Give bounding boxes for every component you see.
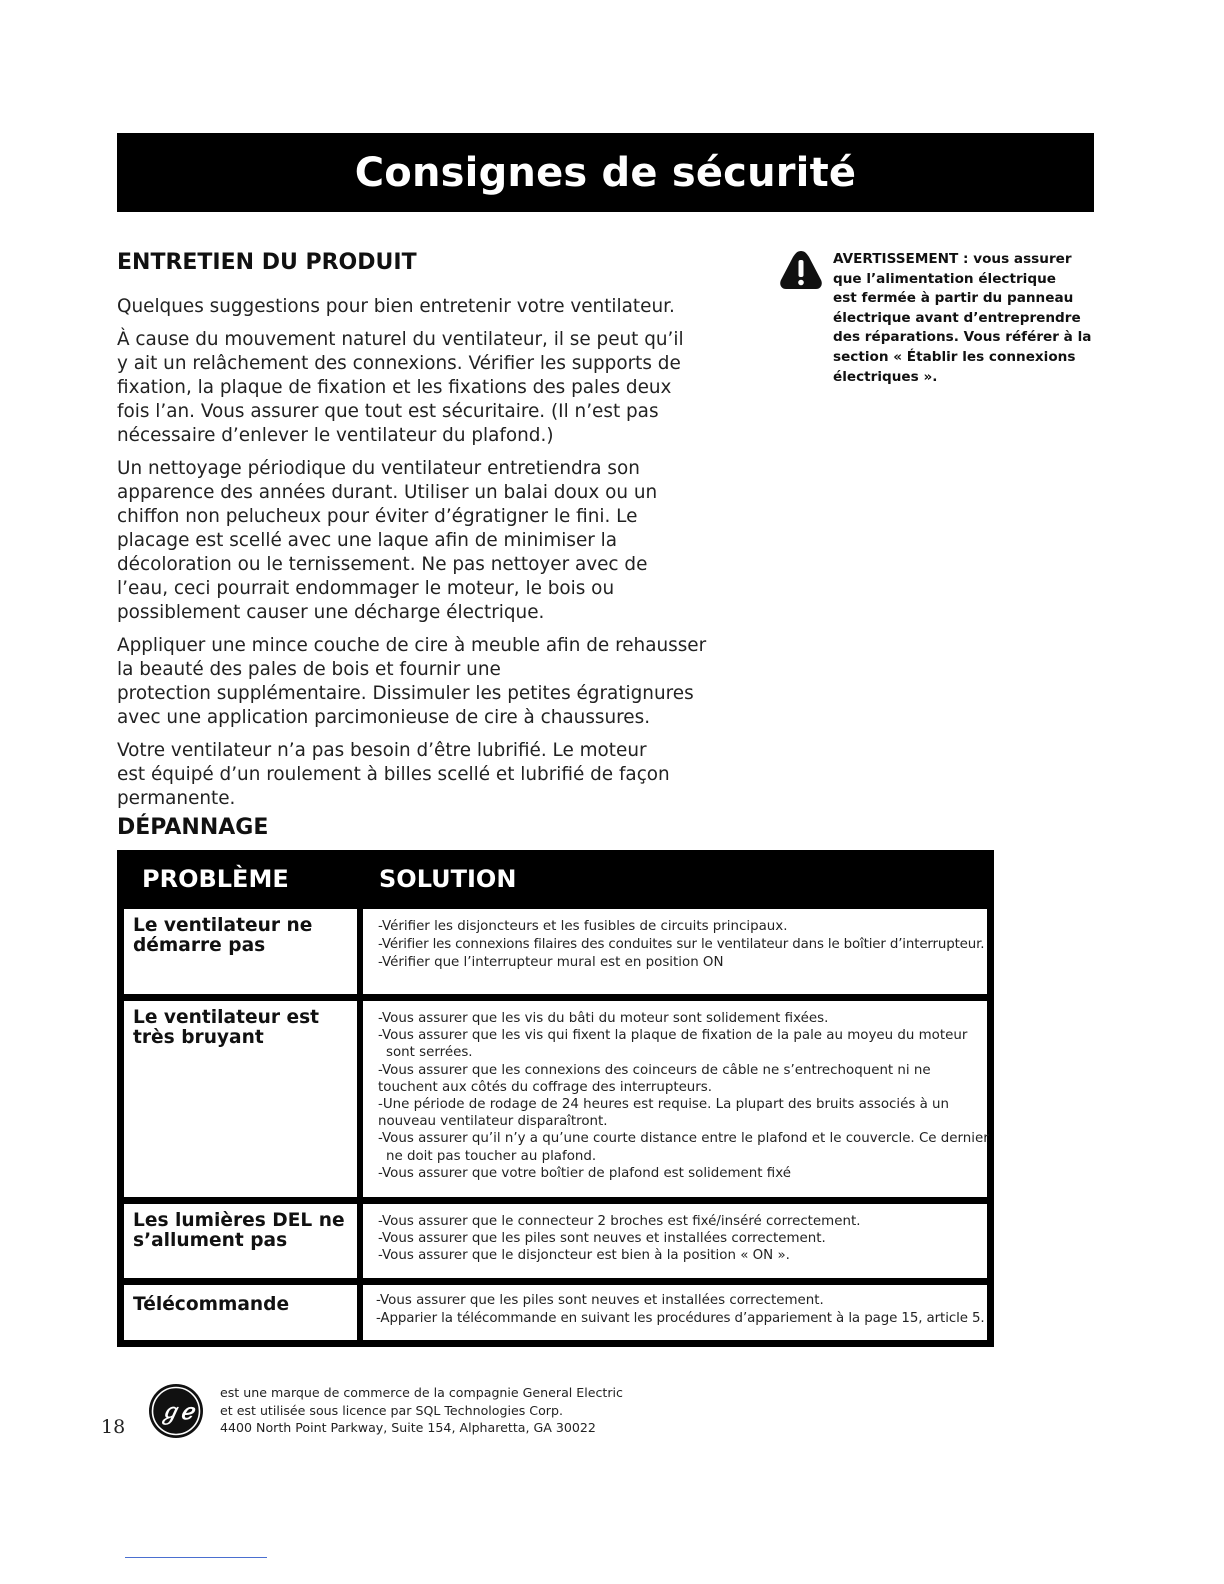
solution-text: -Vérifier les disjoncteurs et les fusibles de circuits principaux. bbox=[378, 919, 788, 934]
solution-text: -Vous assurer qu’il n’y a qu’une courte distance entre le plafond et le couvercle. Ce dernier bbox=[378, 1131, 989, 1147]
solution-text: -Vous assurer que votre boîtier de plafond est solidement fixé bbox=[378, 1165, 791, 1181]
text-line: des réparations. Vous référer à la bbox=[833, 329, 1092, 346]
solution-text: -Vous assurer que le disjoncteur est bien à la position « ON ». bbox=[378, 1248, 790, 1264]
ge-logo bbox=[148, 1383, 204, 1439]
section-heading-entretien: ENTRETIEN DU PRODUIT bbox=[117, 250, 417, 275]
section-heading-depannage: DÉPANNAGE bbox=[117, 815, 269, 840]
solution-text: ne doit pas toucher au plafond. bbox=[386, 1148, 597, 1164]
paragraph bbox=[117, 457, 717, 625]
divider bbox=[125, 1557, 267, 1558]
solution-text: -Vous assurer que les vis qui fixent la plaque de fixation de la pale au moyeu du moteur bbox=[378, 1028, 968, 1044]
entretien-body bbox=[117, 295, 717, 820]
footer-trademark bbox=[220, 1384, 623, 1437]
page-title: Consignes de sécurité bbox=[354, 149, 857, 196]
text-line: 4400 North Point Parkway, Suite 154, Alpharetta, GA 30022 bbox=[220, 1420, 596, 1435]
text-line: permanente. bbox=[117, 788, 236, 809]
problem-cell bbox=[124, 1204, 357, 1278]
svg-text:ℊℯ: ℊℯ bbox=[158, 1399, 194, 1425]
text-line: que l’alimentation électrique bbox=[833, 270, 1056, 287]
column-header-problem: PROBLÈME bbox=[142, 865, 289, 893]
problem-text: Les lumières DEL ne bbox=[133, 1210, 345, 1231]
title-banner bbox=[117, 133, 1094, 212]
problem-text: s’allument pas bbox=[133, 1230, 288, 1251]
text-line: avec une application parcimonieuse de cire à chaussures. bbox=[117, 707, 651, 728]
solution-cell bbox=[363, 1204, 987, 1278]
solution-text: sont serrées. bbox=[386, 1045, 473, 1061]
solution-text: -Vous assurer que les connexions des coinceurs de câble ne s’entrechoquent ni ne bbox=[378, 1062, 931, 1078]
solution-text: -Vous assurer que les piles sont neuves et installées correctement. bbox=[376, 1293, 824, 1308]
paragraph bbox=[117, 328, 717, 448]
paragraph bbox=[117, 634, 717, 730]
solution-text: -Vous assurer que les piles sont neuves et installées correctement. bbox=[378, 1231, 826, 1247]
solution-text: -Vérifier les connexions filaires des conduites sur le ventilateur dans le boîtier d’interrupteur. bbox=[378, 937, 985, 952]
text-line: placage est scellé avec une laque afin de minimiser la bbox=[117, 530, 618, 551]
text-line: chiffon non pelucheux pour éviter d’égratigner le fini. Le bbox=[117, 506, 638, 527]
page-number: 18 bbox=[101, 1416, 126, 1438]
text-line: la beauté des pales de bois et fournir une bbox=[117, 659, 501, 680]
solution-text: -Vous assurer que les vis du bâti du moteur sont solidement fixées. bbox=[378, 1011, 829, 1026]
solution-text: -Vous assurer que le connecteur 2 broches est fixé/inséré correctement. bbox=[378, 1214, 861, 1229]
problem-text: Le ventilateur est bbox=[133, 1007, 320, 1028]
text-line: y ait un relâchement des connexions. Vérifier les supports de bbox=[117, 353, 681, 374]
text-line: décoloration ou le ternissement. Ne pas nettoyer avec de bbox=[117, 554, 648, 575]
text-line: Quelques suggestions pour bien entretenir votre ventilateur. bbox=[117, 296, 675, 317]
problem-text: très bruyant bbox=[133, 1027, 264, 1048]
text-line: Un nettoyage périodique du ventilateur entretiendra son bbox=[117, 458, 640, 479]
solution-cell bbox=[363, 1001, 987, 1197]
solution-text: -Vérifier que l’interrupteur mural est en position ON bbox=[378, 955, 724, 970]
solution-text: touchent aux côtés du coffrage des interrupteurs. bbox=[378, 1079, 713, 1095]
text-line: et est utilisée sous licence par SQL Technologies Corp. bbox=[220, 1402, 563, 1418]
column-header-solution: SOLUTION bbox=[379, 865, 517, 893]
text-line: protection supplémentaire. Dissimuler les petites égratignures bbox=[117, 683, 694, 704]
troubleshooting-table bbox=[117, 850, 994, 1347]
text-line: section « Établir les connexions bbox=[833, 348, 1076, 365]
problem-text: Télécommande bbox=[133, 1294, 290, 1315]
text-line: est équipé d’un roulement à billes scellé et lubrifié de façon bbox=[117, 764, 670, 785]
problem-cell bbox=[124, 909, 357, 994]
solution-cell bbox=[363, 909, 987, 994]
problem-text: Le ventilateur ne bbox=[133, 915, 313, 936]
text-line: apparence des années durant. Utiliser un balai doux ou un bbox=[117, 482, 658, 503]
text-line: électrique avant d’entreprendre bbox=[833, 309, 1081, 326]
problem-text: démarre pas bbox=[133, 935, 266, 956]
text-line: est fermée à partir du panneau bbox=[833, 290, 1074, 307]
solution-text: nouveau ventilateur disparaîtront. bbox=[378, 1114, 608, 1130]
problem-cell bbox=[124, 1001, 357, 1197]
problem-cell bbox=[124, 1285, 357, 1340]
text-line: fois l’an. Vous assurer que tout est sécuritaire. (Il n’est pas bbox=[117, 401, 659, 422]
solution-text: -Une période de rodage de 24 heures est requise. La plupart des bruits associés à un bbox=[378, 1097, 950, 1113]
paragraph bbox=[117, 295, 717, 319]
text-line: l’eau, ceci pourrait endommager le moteur, le bois ou bbox=[117, 578, 615, 599]
warning-message bbox=[833, 250, 1092, 387]
text-line: électriques ». bbox=[833, 368, 938, 385]
text-line: AVERTISSEMENT : vous assurer bbox=[833, 251, 1072, 267]
text-line: Votre ventilateur n’a pas besoin d’être lubrifié. Le moteur bbox=[117, 740, 647, 761]
warning-icon bbox=[778, 249, 824, 295]
text-line: est une marque de commerce de la compagnie General Electric bbox=[220, 1385, 623, 1400]
paragraph bbox=[117, 739, 717, 811]
solution-cell bbox=[363, 1285, 987, 1340]
text-line: nécessaire d’enlever le ventilateur du plafond.) bbox=[117, 425, 554, 446]
text-line: Appliquer une mince couche de cire à meuble afin de rehausser bbox=[117, 635, 707, 656]
text-line: possiblement causer une décharge électrique. bbox=[117, 602, 545, 623]
solution-text: -Apparier la télécommande en suivant les procédures d’appariement à la page 15, article 5. bbox=[376, 1311, 985, 1326]
text-line: À cause du mouvement naturel du ventilateur, il se peut qu’il bbox=[117, 329, 684, 350]
text-line: fixation, la plaque de fixation et les fixations des pales deux bbox=[117, 377, 672, 398]
